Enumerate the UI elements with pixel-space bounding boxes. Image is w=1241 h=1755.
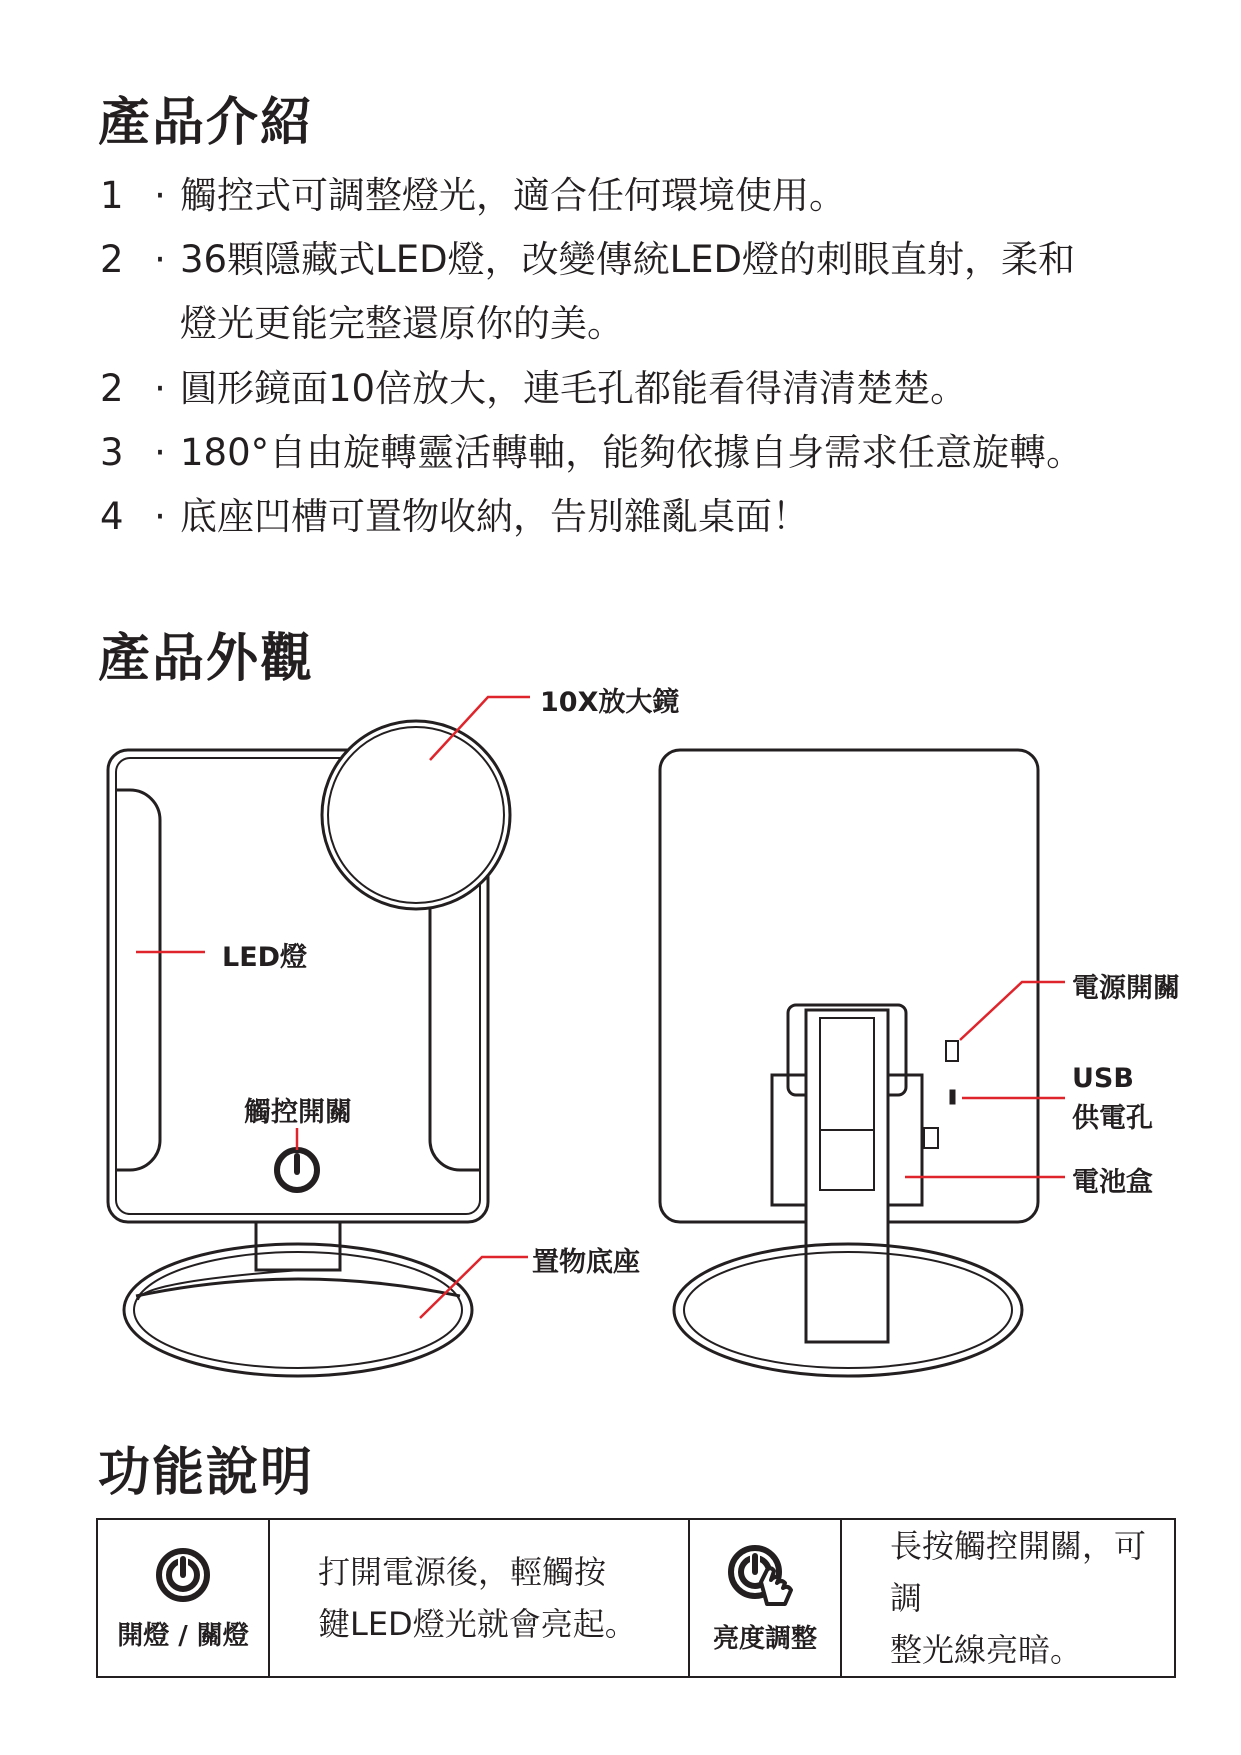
item-separator: · — [154, 238, 166, 281]
item-separator: · — [154, 367, 166, 410]
item-text: 圓形鏡面10倍放大，連毛孔都能看得清清楚楚。 — [180, 367, 968, 410]
power-switch — [946, 1041, 958, 1061]
callout-power-switch: 電源開關 — [1072, 973, 1180, 1004]
leader-power-switch — [960, 982, 1065, 1040]
item-number: 2 — [100, 367, 124, 410]
callout-usb-1: USB — [1072, 1063, 1134, 1094]
item-separator: · — [154, 431, 166, 474]
item-text: 180°自由旋轉靈活轉軸，能夠依據自身需求任意旋轉。 — [180, 431, 1084, 474]
function-caption: 開燈 / 關燈 — [117, 1620, 249, 1651]
description-line: 鍵LED燈光就會亮起。 — [318, 1605, 637, 1643]
magnifier-mirror — [322, 721, 510, 909]
item-number: 3 — [100, 431, 124, 474]
touch-power-icon — [717, 1542, 813, 1608]
callout-usb-2: 供電孔 — [1072, 1103, 1153, 1134]
left-led-strip — [116, 790, 160, 1170]
item-separator: · — [154, 174, 166, 217]
description-line: 整光線亮暗。 — [890, 1631, 1083, 1669]
callout-led: LED燈 — [222, 942, 308, 973]
item-number: 1 — [100, 174, 124, 217]
callout-base: 置物底座 — [532, 1247, 640, 1278]
intro-title: 產品介紹 — [98, 93, 315, 153]
table-row — [97, 1519, 1175, 1677]
item-text: 36顆隱藏式LED燈，改變傳統LED燈的刺眼直射，柔和 — [180, 238, 1076, 281]
function-title: 功能說明 — [98, 1443, 315, 1503]
item-text: 底座凹槽可置物收納，告別雜亂桌面！ — [180, 495, 809, 538]
callout-battery: 電池盒 — [1072, 1167, 1153, 1198]
item-number: 2 — [100, 238, 124, 281]
power-icon — [153, 1545, 213, 1605]
appearance-title: 產品外觀 — [98, 629, 315, 689]
item-number: 4 — [100, 495, 124, 538]
function-caption: 亮度調整 — [712, 1623, 817, 1654]
function-icon-cell — [97, 1519, 269, 1677]
function-icon-cell — [689, 1519, 841, 1677]
usb-port — [950, 1090, 955, 1104]
item-text: 觸控式可調整燈光，適合任何環境使用。 — [180, 174, 846, 217]
function-description — [841, 1519, 1175, 1677]
item-text-continued: 燈光更能完整還原你的美。 — [180, 302, 624, 345]
callout-touch-switch: 觸控開關 — [244, 1097, 352, 1128]
description-line: 長按觸控開關，可調 — [890, 1527, 1147, 1617]
function-description — [269, 1519, 689, 1677]
description-line: 打開電源後，輕觸按 — [318, 1553, 607, 1591]
item-separator: · — [154, 495, 166, 538]
leader-base — [420, 1257, 528, 1318]
function-table — [96, 1518, 1176, 1678]
callout-magnifier: 10X放大鏡 — [540, 687, 680, 718]
